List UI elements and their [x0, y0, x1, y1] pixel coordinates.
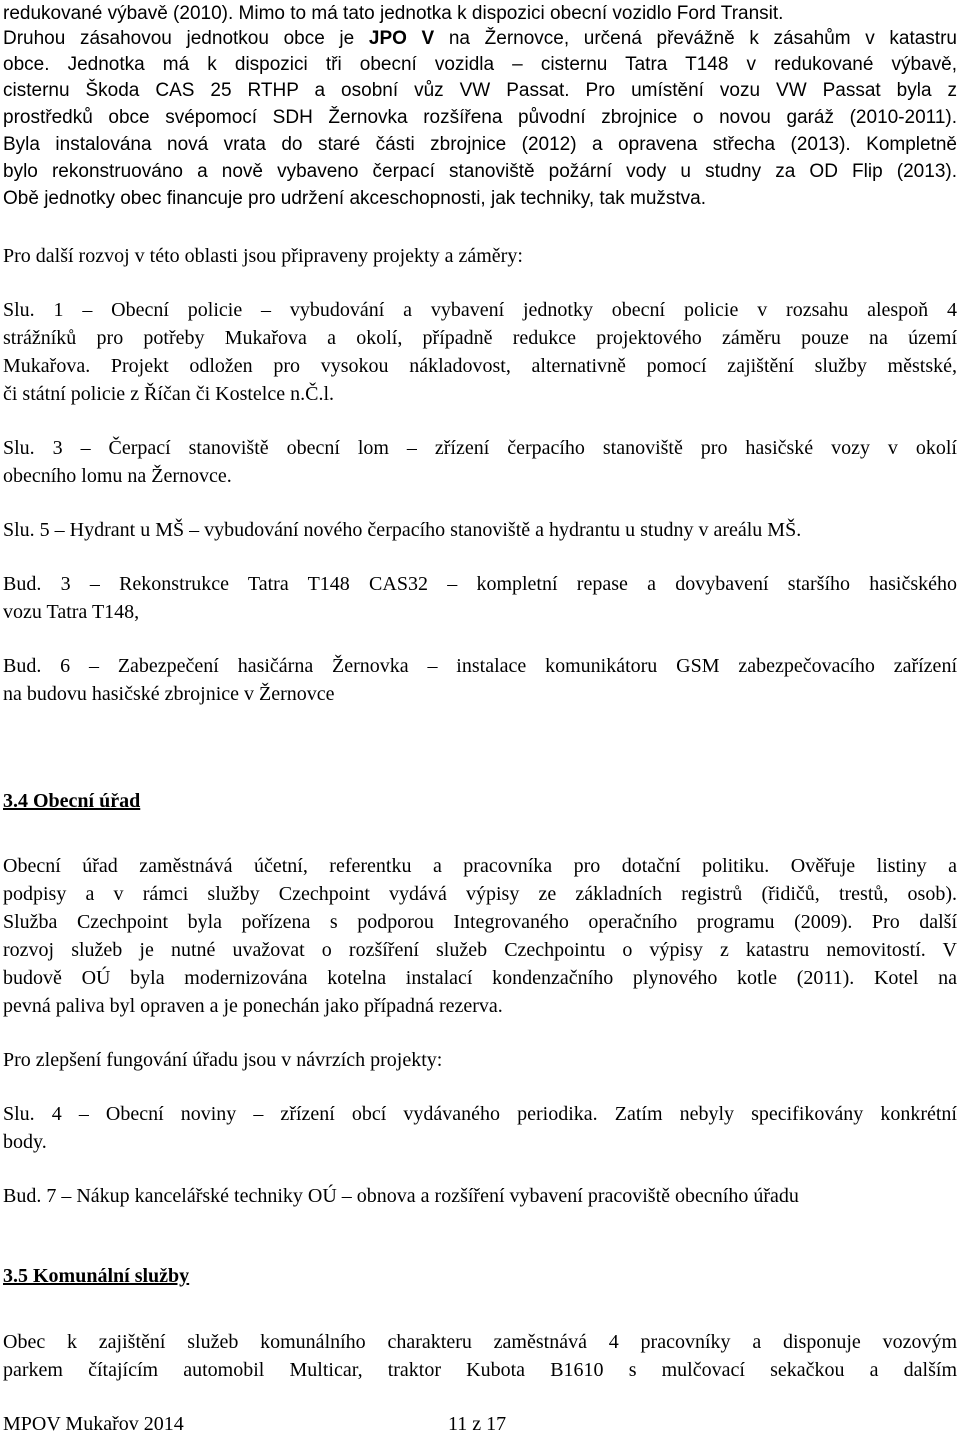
section-heading-3-5: 3.5 Komunální služby: [3, 1265, 190, 1287]
text-line: budově OÚ byla modernizována kotelna instalací kondenzačního plynového kotle (2011). Kotel na: [3, 967, 957, 989]
text-line: Byla instalována nová vrata do staré části zbrojnice (2012) a opravena střecha (2013). Kompletně: [3, 134, 957, 155]
project-item-line: Slu. 3 – Čerpací stanoviště obecní lom – zřízení čerpacího stanoviště pro hasičské vozy v okolí: [3, 437, 957, 459]
project-item-line: vozu Tatra T148,: [3, 601, 140, 623]
text-line: Obecní úřad zaměstnává účetní, referentku a pracovníka pro dotační politiku. Ověřuje listiny a: [3, 855, 957, 877]
project-item-line: Mukařova. Projekt odložen pro vysokou nákladovost, alternativně pomocí zajištění služby městské,: [3, 355, 957, 377]
projects-intro: Pro zlepšení fungování úřadu jsou v návrzích projekty:: [3, 1049, 443, 1071]
text-line: parkem čítajícím automobil Multicar, traktor Kubota B1610 s mulčovací sekačkou a dalším: [3, 1359, 957, 1381]
footer-doc-title: MPOV Mukařov 2014: [3, 1413, 184, 1435]
jpo-v-label: JPO V: [368, 28, 435, 49]
text-line: redukované výbavě (2010). Mimo to má tato jednotka k dispozici obecní vozidlo Ford Transit.: [3, 3, 784, 24]
text-line: prostředků obce svépomocí SDH Žernovka rozšířena původní zbrojnice o novou garáž (2010-2011).: [3, 107, 957, 128]
text-span: Druhou zásahovou jednotkou obce je: [3, 28, 369, 49]
text-line: rozvoj služeb je nutné uvažovat o rozšíření služeb Czechpointu o výpisy z katastru nemovitostí. V: [3, 939, 957, 961]
project-item-line: Bud. 3 – Rekonstrukce Tatra T148 CAS32 – kompletní repase a dovybavení staršího hasičského: [3, 573, 957, 595]
text-line: Obě jednotky obec financuje pro udržení akceschopnosti, jak techniky, tak mužstva.: [3, 188, 707, 209]
projects-intro: Pro další rozvoj v této oblasti jsou připraveny projekty a záměry:: [3, 245, 523, 267]
project-item-line: Bud. 7 – Nákup kancelářské techniky OÚ – obnova a rozšíření vybavení pracoviště obecního úřadu: [3, 1185, 799, 1207]
text-line: Obec k zajištění služeb komunálního charakteru zaměstnává 4 pracovníky a disponuje vozovým: [3, 1331, 957, 1353]
project-item-line: Slu. 4 – Obecní noviny – zřízení obcí vydávaného periodika. Zatím nebyly specifikovány konkrétní: [3, 1103, 957, 1125]
text-span: na Žernovce, určená převážně k zásahům v katastru: [434, 28, 957, 49]
text-line: obce. Jednotka má k dispozici tři obecní vozidla – cisternu Tatra T148 v redukované výbavě,: [3, 54, 957, 75]
text-line: cisternu Škoda CAS 25 RTHP a osobní vůz VW Passat. Pro umístění vozu VW Passat byla z: [3, 80, 957, 101]
project-item-line: body.: [3, 1131, 47, 1153]
text-line: podpisy a v rámci služby Czechpoint vydává výpisy ze základních registrů (řidičů, trestů, osob).: [3, 883, 957, 905]
project-item-line: Bud. 6 – Zabezpečení hasičárna Žernovka – instalace komunikátoru GSM zabezpečovacího zařízení: [3, 655, 957, 677]
project-item-line: Slu. 5 – Hydrant u MŠ – vybudování nového čerpacího stanoviště a hydrantu u studny v areálu MŠ.: [3, 519, 802, 541]
footer-page-number: 11 z 17: [448, 1413, 507, 1435]
section-heading-3-4: 3.4 Obecní úřad: [3, 790, 141, 812]
project-item-line: či státní policie z Říčan či Kostelce n.Č.l.: [3, 383, 335, 405]
text-line: [3, 25, 957, 53]
project-item-line: Slu. 1 – Obecní policie – vybudování a vybavení jednotky obecní policie v rozsahu alespoň 4: [3, 299, 957, 321]
project-item-line: na budovu hasičské zbrojnice v Žernovce: [3, 683, 335, 705]
text-line: Služba Czechpoint byla pořízena s podporou Integrovaného operačního programu (2009). Pro další: [3, 911, 957, 933]
text-line: pevná paliva byl opraven a je ponechán jako případná rezerva.: [3, 995, 503, 1017]
project-item-line: strážníků pro potřeby Mukařova a okolí, případně redukce projektového záměru pouze na území: [3, 327, 957, 349]
text-line: bylo rekonstruováno a nově vybaveno čerpací stanoviště požární vody u studny za OD Flip (2013).: [3, 161, 957, 182]
project-item-line: obecního lomu na Žernovce.: [3, 465, 232, 487]
